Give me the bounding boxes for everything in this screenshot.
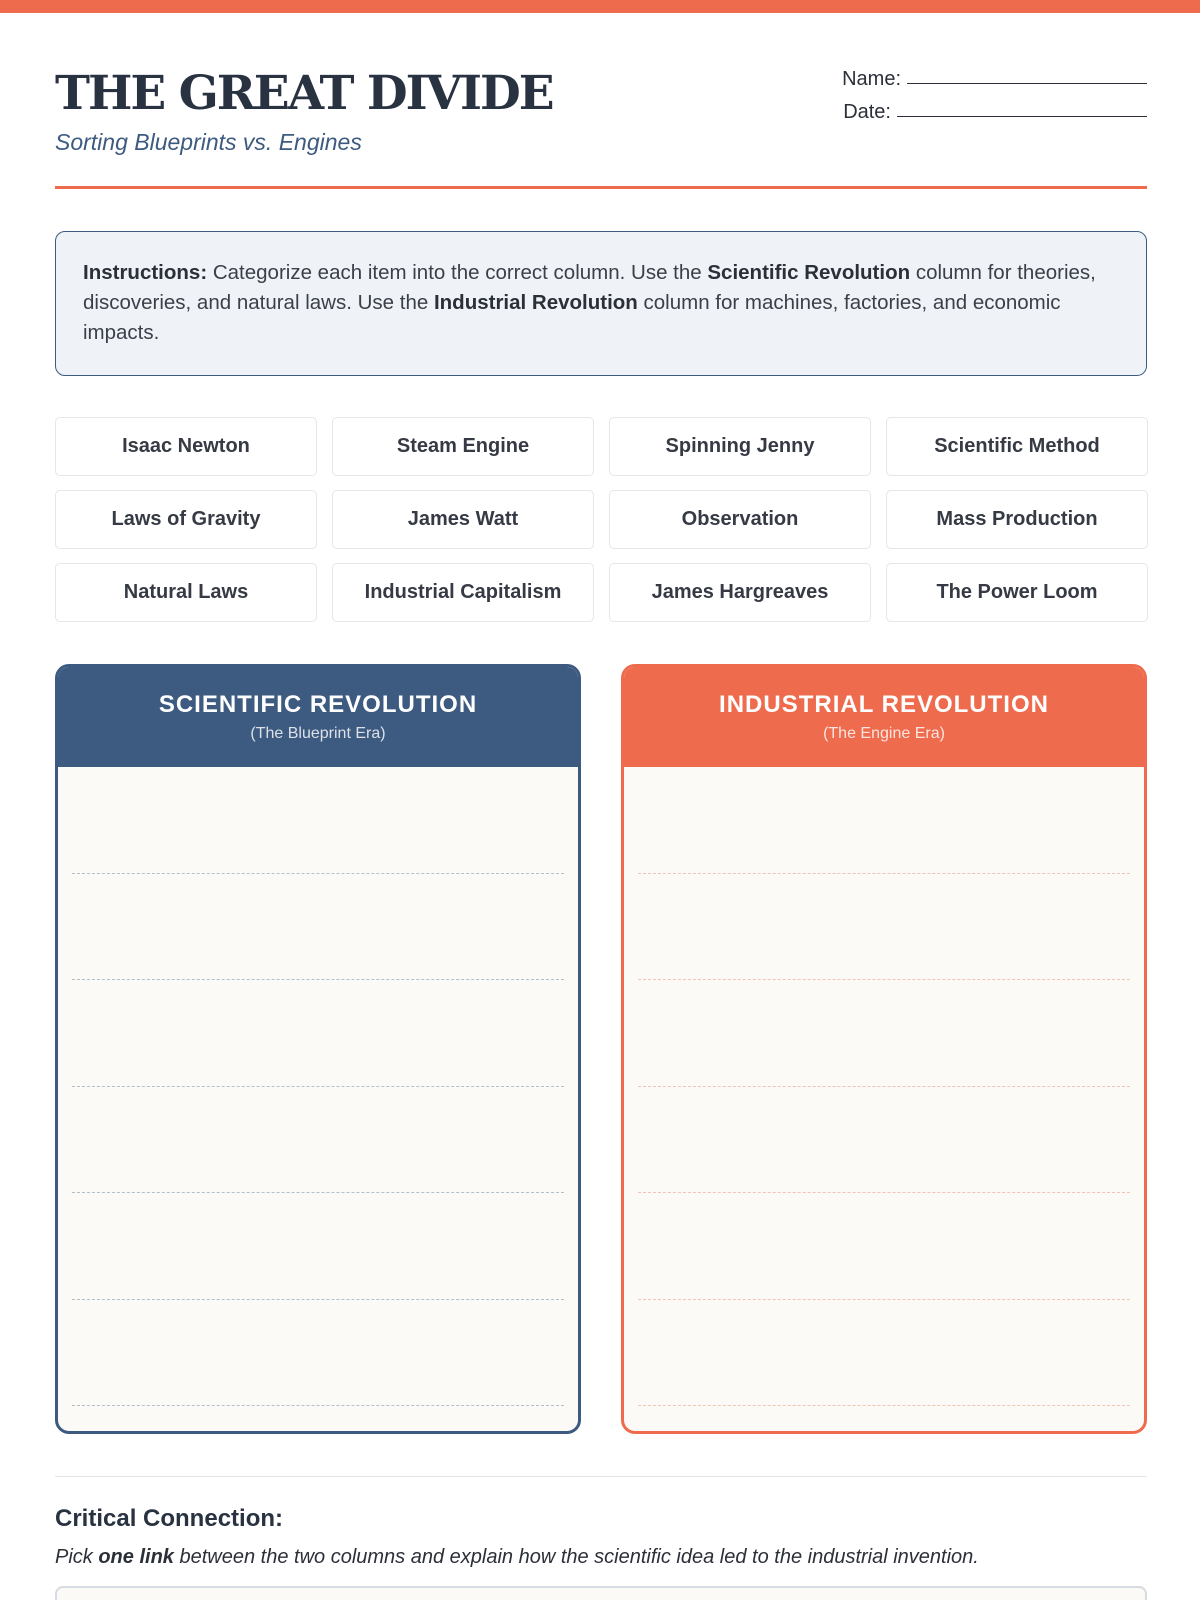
name-field[interactable] <box>842 70 1147 103</box>
scientific-column-header <box>58 667 578 767</box>
answer-slot[interactable] <box>72 874 564 981</box>
instructions-text-2: column for theories, discoveries, and natural laws. Use the <box>83 261 1096 314</box>
answer-slot[interactable] <box>72 980 564 1087</box>
answer-slot[interactable] <box>638 1087 1130 1194</box>
item-card[interactable]: Industrial Capitalism <box>332 563 594 622</box>
answer-slot[interactable] <box>72 1193 564 1300</box>
date-line[interactable] <box>897 116 1147 117</box>
scientific-revolution-column[interactable] <box>55 664 581 1434</box>
answer-slot[interactable] <box>638 874 1130 981</box>
critical-connection-answer-box[interactable] <box>55 1586 1147 1600</box>
date-label: Date: <box>843 101 891 123</box>
answer-slot[interactable] <box>638 1300 1130 1407</box>
name-line[interactable] <box>907 83 1147 84</box>
instructions-lead: Instructions: <box>83 261 208 284</box>
industrial-column-subtitle: (The Engine Era) <box>823 725 945 742</box>
instructions-text-3: column for machines, factories, and economic impacts. <box>83 291 1061 344</box>
industrial-revolution-column[interactable] <box>621 664 1147 1434</box>
item-card[interactable]: Spinning Jenny <box>609 417 871 476</box>
header-divider <box>55 186 1147 189</box>
answer-slot[interactable] <box>72 1300 564 1407</box>
critical-text-2: between the two columns and explain how the scientific idea led to the industrial invention. <box>173 1546 979 1568</box>
industrial-column-title: INDUSTRIAL REVOLUTION <box>719 691 1049 718</box>
critical-emphasis: one link <box>98 1546 174 1568</box>
instructions-text-1: Categorize each item into the correct column. Use the <box>207 261 708 284</box>
critical-connection-title: Critical Connection: <box>55 1505 284 1532</box>
item-card[interactable]: Natural Laws <box>55 563 317 622</box>
worksheet-header <box>55 66 1147 190</box>
item-card[interactable]: The Power Loom <box>886 563 1148 622</box>
critical-text-1: Pick <box>55 1546 99 1568</box>
date-field[interactable] <box>842 103 1147 136</box>
item-card[interactable]: Laws of Gravity <box>55 490 317 549</box>
item-bank <box>55 417 1147 622</box>
scientific-column-subtitle: (The Blueprint Era) <box>250 725 386 742</box>
answer-slot[interactable] <box>72 1087 564 1194</box>
critical-connection-prompt <box>55 1546 979 1569</box>
section-divider <box>55 1476 1147 1477</box>
student-fields <box>842 70 1147 136</box>
item-card[interactable]: James Hargreaves <box>609 563 871 622</box>
item-card[interactable]: Scientific Method <box>886 417 1148 476</box>
page-title: THE GREAT DIVIDE <box>55 66 553 121</box>
name-label: Name: <box>842 68 901 90</box>
scientific-column-title: SCIENTIFIC REVOLUTION <box>158 691 478 718</box>
item-card[interactable]: James Watt <box>332 490 594 549</box>
page-subtitle: Sorting Blueprints vs. Engines <box>55 129 362 155</box>
top-accent-bar <box>0 0 1200 13</box>
item-card[interactable]: Mass Production <box>886 490 1148 549</box>
item-card[interactable]: Steam Engine <box>332 417 594 476</box>
item-card[interactable]: Isaac Newton <box>55 417 317 476</box>
industrial-column-header <box>624 667 1144 767</box>
instructions-ind-term: Industrial Revolution <box>433 291 638 314</box>
answer-slot[interactable] <box>638 980 1130 1087</box>
answer-slot[interactable] <box>72 767 564 874</box>
answer-slot[interactable] <box>638 1193 1130 1300</box>
answer-slot[interactable] <box>638 767 1130 874</box>
item-card[interactable]: Observation <box>609 490 871 549</box>
instructions-box <box>55 231 1147 376</box>
instructions-sci-term: Scientific Revolution <box>707 261 911 284</box>
